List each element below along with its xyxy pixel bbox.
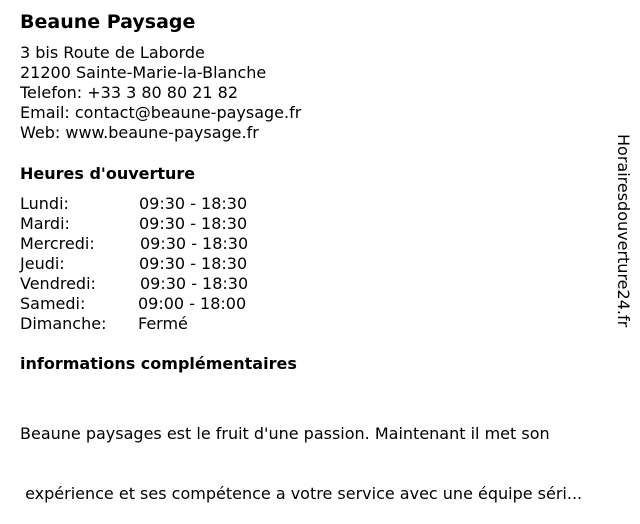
hours-row-sunday (20, 314, 320, 334)
hours-row-saturday (20, 294, 320, 314)
description-line-1: Beaune paysages est le fruit d'une passion. Maintenant il met son (20, 424, 550, 443)
hours-heading: Heures d'ouverture (20, 164, 196, 183)
day-label: Mercredi: (20, 234, 95, 253)
site-watermark-text: Horairesdouverture24.fr (614, 134, 633, 328)
time-value: Fermé (138, 314, 188, 333)
address-street: 3 bis Route de Laborde (20, 43, 205, 62)
hours-row-wednesday (20, 234, 320, 254)
day-label: Samedi: (20, 294, 86, 313)
time-value: 09:30 - 18:30 (140, 234, 249, 253)
day-label: Jeudi: (20, 254, 65, 273)
hours-row-thursday (20, 254, 320, 274)
day-label: Vendredi: (20, 274, 96, 293)
business-name: Beaune Paysage (20, 11, 196, 33)
address-city: 21200 Sainte-Marie-la-Blanche (20, 63, 267, 82)
opening-hours-table (20, 194, 320, 334)
description-text (20, 384, 582, 524)
hours-row-friday (20, 274, 320, 294)
email-text: Email: contact@beaune-paysage.fr (20, 103, 302, 122)
time-value: 09:30 - 18:30 (139, 194, 248, 213)
day-label: Dimanche: (20, 314, 107, 333)
day-label: Mardi: (20, 214, 70, 233)
description-line-2: expérience et ses compétence a votre service avec une équipe séri... (20, 484, 583, 503)
contact-block (20, 43, 301, 143)
phone-text: Telefon: +33 3 80 80 21 82 (20, 83, 239, 102)
time-value: 09:00 - 18:00 (138, 294, 247, 313)
time-value: 09:30 - 18:30 (139, 214, 248, 233)
time-value: 09:30 - 18:30 (140, 274, 249, 293)
day-label: Lundi: (20, 194, 69, 213)
info-heading: informations complémentaires (20, 354, 297, 373)
time-value: 09:30 - 18:30 (139, 254, 248, 273)
hours-row-monday (20, 194, 320, 214)
site-watermark (612, 134, 634, 372)
web-text: Web: www.beaune-paysage.fr (20, 123, 259, 142)
hours-row-tuesday (20, 214, 320, 234)
